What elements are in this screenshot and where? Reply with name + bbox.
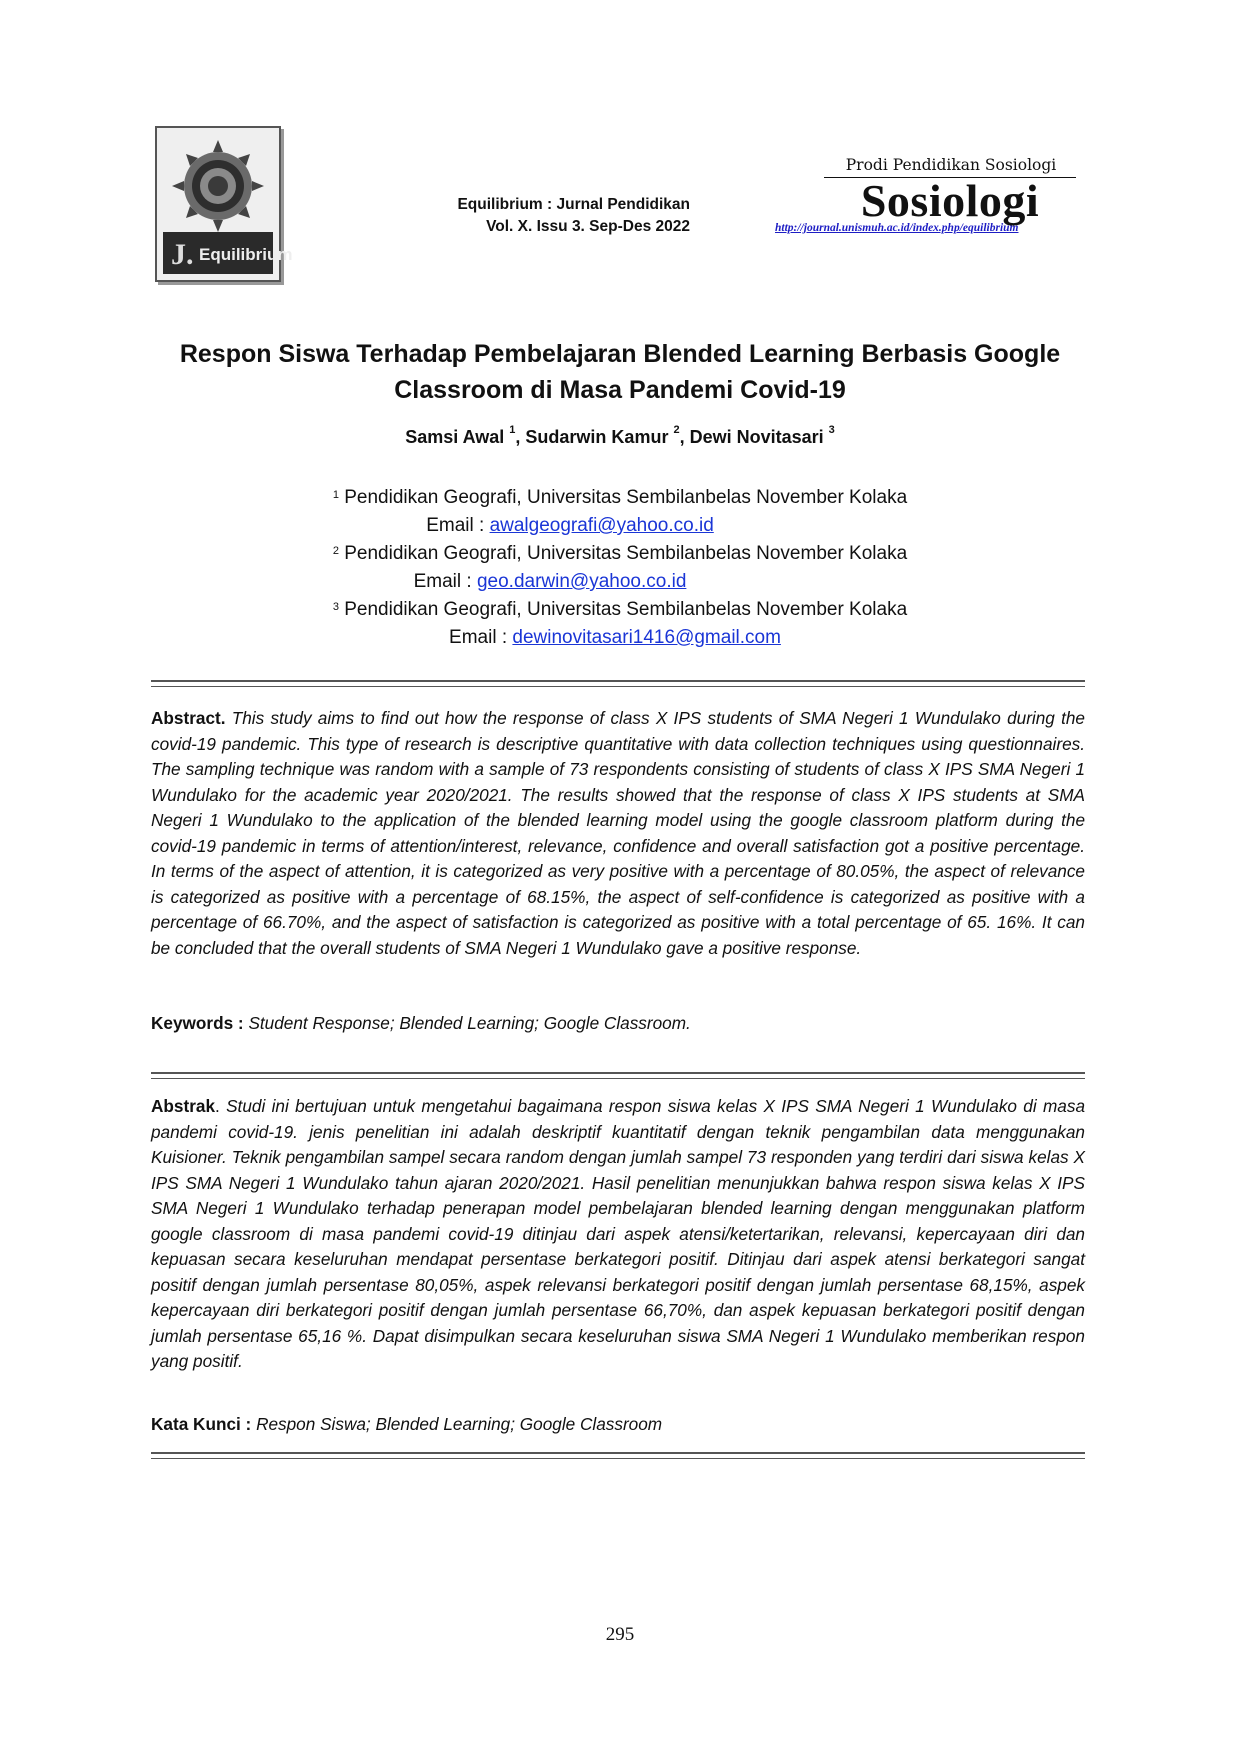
abstract-en	[151, 706, 1085, 961]
keywords-en	[151, 1013, 1085, 1034]
section-divider	[151, 680, 1085, 687]
affiliation-institution: Pendidikan Geografi, Universitas Sembilanbelas November Kolaka	[338, 599, 908, 620]
affiliation	[120, 484, 1120, 512]
email-label: Email :	[426, 515, 490, 536]
author-name: Samsi Awal	[405, 427, 510, 447]
abstract-en-label: Abstract.	[151, 708, 226, 728]
keywords-id	[151, 1414, 1085, 1435]
author-mark: 2	[673, 424, 680, 436]
keywords-en-text: Student Response; Blended Learning; Google Classroom.	[248, 1013, 691, 1033]
affiliation-email-line	[120, 624, 1110, 652]
keywords-id-text: Respon Siswa; Blended Learning; Google Classroom	[256, 1414, 663, 1434]
keywords-id-label: Kata Kunci :	[151, 1414, 252, 1434]
journal-volume: Vol. X. Issu 3. Sep-Des 2022	[486, 218, 690, 235]
affiliation-mark: 3	[332, 601, 339, 613]
email-link[interactable]: geo.darwin@yahoo.co.id	[476, 571, 687, 592]
journal-meta	[440, 194, 690, 238]
author-list	[120, 424, 1120, 448]
section-divider	[151, 1072, 1085, 1079]
page-number: 295	[605, 1624, 635, 1645]
author-separator: ,	[679, 427, 690, 447]
svg-text:Equilibrium: Equilibrium	[199, 245, 293, 264]
muhammadiyah-emblem-icon	[157, 128, 293, 280]
abstract-id-period: .	[215, 1096, 220, 1116]
abstract-id	[151, 1094, 1085, 1375]
prodi-label: Prodi Pendidikan Sosiologi	[845, 156, 1057, 174]
title-line-2: Classroom di Masa Pandemi Covid-19	[394, 376, 846, 404]
author-mark: 1	[509, 424, 516, 436]
prodi-title: Sosiologi	[860, 175, 1040, 226]
section-divider	[151, 1452, 1085, 1459]
affiliation-email-line	[120, 512, 1020, 540]
author-name: Sudarwin Kamur	[525, 427, 674, 447]
journal-url-link[interactable]: http://journal.unismuh.ac.id/index.php/equilibrium	[775, 222, 1019, 234]
svg-text:J.: J.	[171, 238, 194, 271]
affiliation-mark: 2	[332, 545, 339, 557]
email-link[interactable]: awalgeografi@yahoo.co.id	[489, 515, 714, 536]
keywords-en-label: Keywords :	[151, 1013, 244, 1033]
author-name: Dewi Novitasari	[689, 427, 829, 447]
email-label: Email :	[449, 627, 513, 648]
affiliation	[120, 596, 1120, 624]
affiliation-mark: 1	[332, 489, 339, 501]
author-separator: ,	[515, 427, 526, 447]
affiliation-institution: Pendidikan Geografi, Universitas Sembilanbelas November Kolaka	[338, 487, 908, 508]
prodi-block	[775, 156, 1120, 234]
email-label: Email :	[413, 571, 477, 592]
abstract-en-text: This study aims to find out how the response of class X IPS students of SMA Negeri 1 Wundulako during the covid-19 pandemic. This type of research is descriptive quantitative with data collection techniques using questionnaires. The sampling technique was random with a sample of 73 respondents consisting of students of class X IPS SMA Negeri 1 Wundulako for the academic year 2020/2021. The results showed that the response of class X IPS students at SMA Negeri 1 Wundulako to the application of the blended learning model using the google classroom platform during the covid-19 pandemic in terms of attention/interest, relevance, confidence and overall satisfaction got a positive percentage. In terms of the aspect of attention, it is categorized as very positive with a percentage of 80.05%, the aspect of relevance is categorized as positive with a percentage of 68.15%, the aspect of self-confidence is categorized as positive with a percentage of 66.70%, and the aspect of satisfaction is categorized as positive with a total percentage of 65. 16%. It can be concluded that the overall students of SMA Negeri 1 Wundulako gave a positive response.	[151, 708, 1085, 958]
abstract-id-label: Abstrak	[151, 1096, 215, 1116]
paper-title	[120, 336, 1120, 408]
affiliation-email-line	[120, 568, 980, 596]
affiliation-institution: Pendidikan Geografi, Universitas Sembilanbelas November Kolaka	[338, 543, 908, 564]
author-mark: 3	[828, 424, 835, 436]
affiliation	[120, 540, 1120, 568]
email-link[interactable]: dewinovitasari1416@gmail.com	[512, 627, 781, 648]
journal-name: Equilibrium : Jurnal Pendidikan	[457, 196, 690, 213]
journal-logo	[155, 126, 293, 282]
affiliations	[120, 484, 1120, 652]
abstract-id-text: Studi ini bertujuan untuk mengetahui bagaimana respon siswa kelas X IPS SMA Negeri 1 Wundulako di masa pandemi covid-19. jenis penelitian ini adalah deskriptif kuantitatif dengan teknik pengambilan data menggunakan Kuisioner. Teknik pengambilan sampel secara random dengan jumlah sampel 73 responden yang terdiri dari siswa kelas X IPS SMA Negeri 1 Wundulako tahun ajaran 2020/2021. Hasil penelitian menunjukkan bahwa respon siswa kelas X IPS SMA Negeri 1 Wundulako terhadap penerapan model pembelajaran blended learning dengan menggunakan platform google classroom di masa pandemi covid-19 ditinjau dari aspek atensi/ketertarikan, relevansi, kepercayaan diri dan kepuasan secara keseluruhan mendapat persentase berkategori positif. Ditinjau dari aspek atensi berkategori sangat positif dengan jumlah persentase 80,05%, aspek relevansi berkategori positif dengan jumlah persentase 68,15%, aspek kepercayaan diri berkategori positif dengan jumlah persentase 66,70%, dan aspek kepuasan berkategori positif dengan jumlah persentase 65,16 %. Dapat disimpulkan secara keseluruhan siswa SMA Negeri 1 Wundulako memberikan respon yang positif.	[151, 1096, 1085, 1371]
title-line-1: Respon Siswa Terhadap Pembelajaran Blended Learning Berbasis Google	[179, 340, 1061, 368]
